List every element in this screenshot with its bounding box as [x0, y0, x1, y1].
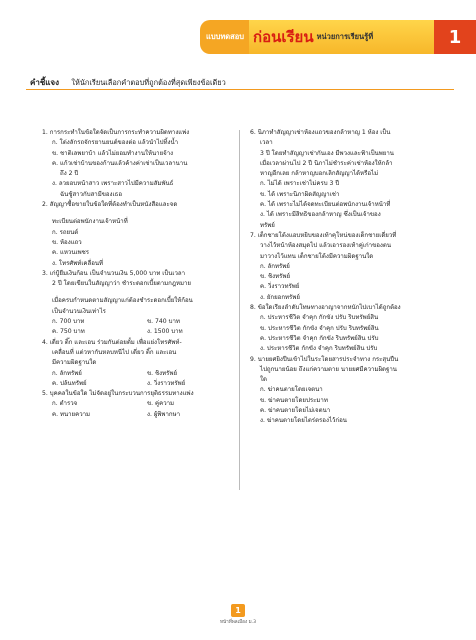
question-text: 2. สัญญาซื้อขายในข้อใดที่ต้องทำเป็นหนังสือและจด	[42, 201, 178, 209]
question-2	[42, 200, 242, 269]
choice-d-cont: ฉันชู้สาวกับสามีของเธอ	[60, 190, 122, 198]
question-text-cont: ใด	[260, 376, 267, 384]
choice-a: ก. โด่งลักรถจักรยานยนต์ของต่อ แล้วนำไปทิ้งน้ำ	[52, 139, 179, 147]
choice-b: ข. ห้องแถว	[52, 238, 82, 246]
question-text-cont: เมื่อครบกำหนดตามสัญญาแก่ต้องชำระดอกเบี้ยให้ก้อน	[52, 297, 193, 305]
question-text-cont: เคลื่อนที่ แต่วหากันหลบหนีไป เดี่ยว ติ๊ก และเอน	[52, 348, 177, 356]
choice-a: ก. ประหารชีวิต จำคุก กักขัง ปรับ ริบทรัพย์สิน	[260, 314, 379, 322]
question-1	[42, 128, 242, 200]
choice-d: ง. วิ่งราวทรัพย์	[147, 379, 186, 387]
choice-d: ง. ฆ่าคนตายโดยไตร่ตรองไว้ก่อน	[260, 417, 347, 425]
choice-b: ข. ชาติเลพยาบ้า แล้วไม่ยอมทำงานให้นายจ้าง	[52, 149, 174, 157]
question-5	[42, 389, 242, 420]
choice-b: ข. 740 บาท	[147, 318, 180, 326]
unit-banner	[200, 20, 476, 54]
choice-b: ข. ชิงทรัพย์	[147, 369, 178, 377]
question-7	[250, 231, 446, 303]
question-text: 3. เก่ปู้ยืมเงินก้อน เป็นจำนวนเงิน 5,000 บาท เป็นเวลา	[42, 269, 186, 277]
choice-b: ข. ฆ่าคนตายโดยประมาท	[260, 396, 328, 404]
question-text: 6. นิภาทำสัญญาเช่าห้องแถวของกล้าหาญ 1 ห้อง เป็น	[250, 129, 391, 136]
choice-d-cont: ทรัพย์	[260, 221, 275, 229]
choice-row	[42, 399, 242, 409]
choice-d: ง. ได้ เพราะมีสิทธิของกล้าหาญ ซึ่งเป็นเจ้าของ	[260, 211, 381, 219]
choice-a: ก. ฆ่าคนตายโดยเจตนา	[260, 386, 323, 394]
question-text: 8. ข้อใดเรียงลำดับโทษทางอาญาจากหนักไปเบาได้ถูกต้อง	[250, 304, 401, 312]
question-text-cont: 2 ปี โดยเขียนในสัญญาว่า ชำระดอกเบี้ยตามกฎหมาย	[52, 280, 191, 288]
question-9	[250, 355, 446, 427]
choice-c: ค. 750 บาท	[52, 328, 85, 336]
banner-title	[249, 20, 434, 54]
choice-d: ง. ผู้พิพากษา	[147, 410, 181, 418]
left-column	[42, 128, 242, 420]
question-text-cont: วางไว้หน้าห้องสมุดไป แล้วเอารองเท้าคู่เก่าของตน	[260, 242, 391, 250]
question-6	[250, 128, 446, 231]
choice-d: ง. ยักยอกทรัพย์	[260, 293, 300, 301]
choice-c: ค. ทนายความ	[52, 410, 91, 418]
question-text: 9. นายยศยิงปืนเข้าไปในระโดยสารประจำทาง กระสุนปืน	[250, 355, 399, 363]
banner-big-text: ก่อนเรียน	[253, 28, 314, 46]
banner-sub-text: หน่วยการเรียนรู้ที่	[316, 32, 374, 41]
choice-row	[42, 369, 242, 379]
footer-text: หน้าที่พลเมือง ม.3	[219, 620, 257, 625]
choice-d: ง. 1500 บาท	[147, 328, 183, 336]
choice-b: ข. ชิงทรัพย์	[260, 273, 291, 281]
choice-a: ก. ไม่ได้ เพราะเช่าไม่ครบ 3 ปี	[260, 180, 340, 188]
choice-b: ข. คู่ความ	[147, 400, 175, 408]
question-text-cont: 3 ปี โดยทำสัญญาเช่ากันเอง มีพวงและฟ้าเป็นพยาน	[260, 149, 394, 157]
choice-c: ค. ได้ เพราะไม่ได้จดทะเบียนต่อพนักงานเจ้าหน้าที่	[260, 201, 391, 209]
unit-number: 1	[434, 20, 476, 54]
question-text-cont: หาญอีกเลย กล้าหาญบอกเลิกสัญญาได้หรือไม่	[260, 170, 379, 178]
question-text: 5. บุคคลในข้อใด ไม่จัดอยู่ในกระบวนการยุติธรรมทางแพ่ง	[42, 390, 194, 398]
question-text-cont: เวลา	[260, 139, 273, 147]
choice-row	[42, 317, 242, 327]
choice-a: ก. ลักทรัพย์	[52, 369, 82, 377]
choice-b: ข. ประหารชีวิต กักขัง จำคุก ปรับ ริบทรัพย์สิน	[260, 324, 379, 332]
choice-c: ค. วิ่งราวทรัพย์	[260, 283, 300, 291]
instruction	[30, 76, 450, 89]
choice-row	[42, 410, 242, 420]
choice-a: ก. 700 บาท	[52, 318, 85, 326]
question-8	[250, 303, 446, 354]
choice-c: ค. ปล้นทรัพย์	[52, 379, 87, 387]
question-text-cont: ไปถูกนายน้อย ถึงแก่ความตาย นายยศมีความผิดฐาน	[260, 365, 397, 373]
choice-a: ก. รถยนต์	[52, 228, 79, 236]
choice-d: ง. ลวยอบหน้าสาว เพราะสาวไปมีความสัมพันธ์	[52, 180, 174, 188]
choice-c: ค. แหวนเพชร	[52, 249, 89, 257]
question-text: 7. เด็กชายโต้งแอบหยิบของเท้าคุโหน่ของเด็กชายเดี่ยวที่	[250, 231, 397, 239]
choice-c: ค. ประหารชีวิต จำคุก กักขัง ริบทรัพย์สิน ปรับ	[260, 334, 379, 342]
choice-row	[42, 379, 242, 389]
choice-d: ง. โทรศัพท์เคลื่อนที่	[52, 259, 104, 267]
choice-row	[42, 327, 242, 337]
choice-c: ค. ฆ่าคนตายโดยไม่เจตนา	[260, 407, 331, 415]
question-4	[42, 338, 242, 389]
choice-c: ค. แก้วเช่าบ้านของก้านแล้วค้างค่าเช่าเป็นเวลานาน	[52, 159, 188, 167]
question-text-cont: เป็นจำนวนเงินเท่าไร	[52, 307, 106, 315]
choice-a: ก. ลักทรัพย์	[260, 262, 290, 270]
question-text-cont: ทะเบียนต่อพนักงานเจ้าหน้าที่	[52, 218, 128, 226]
choice-a: ก. ตำรวจ	[52, 400, 78, 408]
page-number: 1	[231, 604, 245, 617]
divider-rule	[26, 89, 454, 90]
question-text: 1. การกระทำในข้อใดจัดเป็นการกระทำความผิดทางแพ่ง	[42, 129, 190, 136]
choice-d: ง. ประหารชีวิต กักขัง จำคุก ริบทรัพย์สิน ปรับ	[260, 345, 378, 353]
choice-b: ข. ได้ เพราะนิภาผิดสัญญาเช่า	[260, 190, 340, 198]
question-3	[42, 269, 242, 338]
choice-c-cont: ถึง 2 ปี	[60, 170, 79, 178]
banner-tag: แบบทดสอบ	[200, 20, 249, 54]
question-text-cont: มาวางไว้แทน เด็กชายโต้งมีความผิดฐานใด	[260, 252, 374, 260]
question-text: 4. เดี่ยว ติ๊ก และเอน ร่วมกันต่อยตั้ม เพื่อแย่งโทรศัพท์-	[42, 338, 182, 346]
right-column	[250, 128, 446, 427]
question-text-cont: เมื่อเวลาผ่านไป 2 ปี นิภาไม่ชำระค่าเช่าห้องให้กล้า	[260, 159, 393, 167]
instruction-text: ให้นักเรียนเลือกคำตอบที่ถูกต้องที่สุดเพียงข้อเดียว	[71, 78, 226, 87]
instruction-label: คำชี้แจง	[30, 78, 60, 87]
question-text-cont: มีความผิดฐานใด	[52, 359, 97, 367]
